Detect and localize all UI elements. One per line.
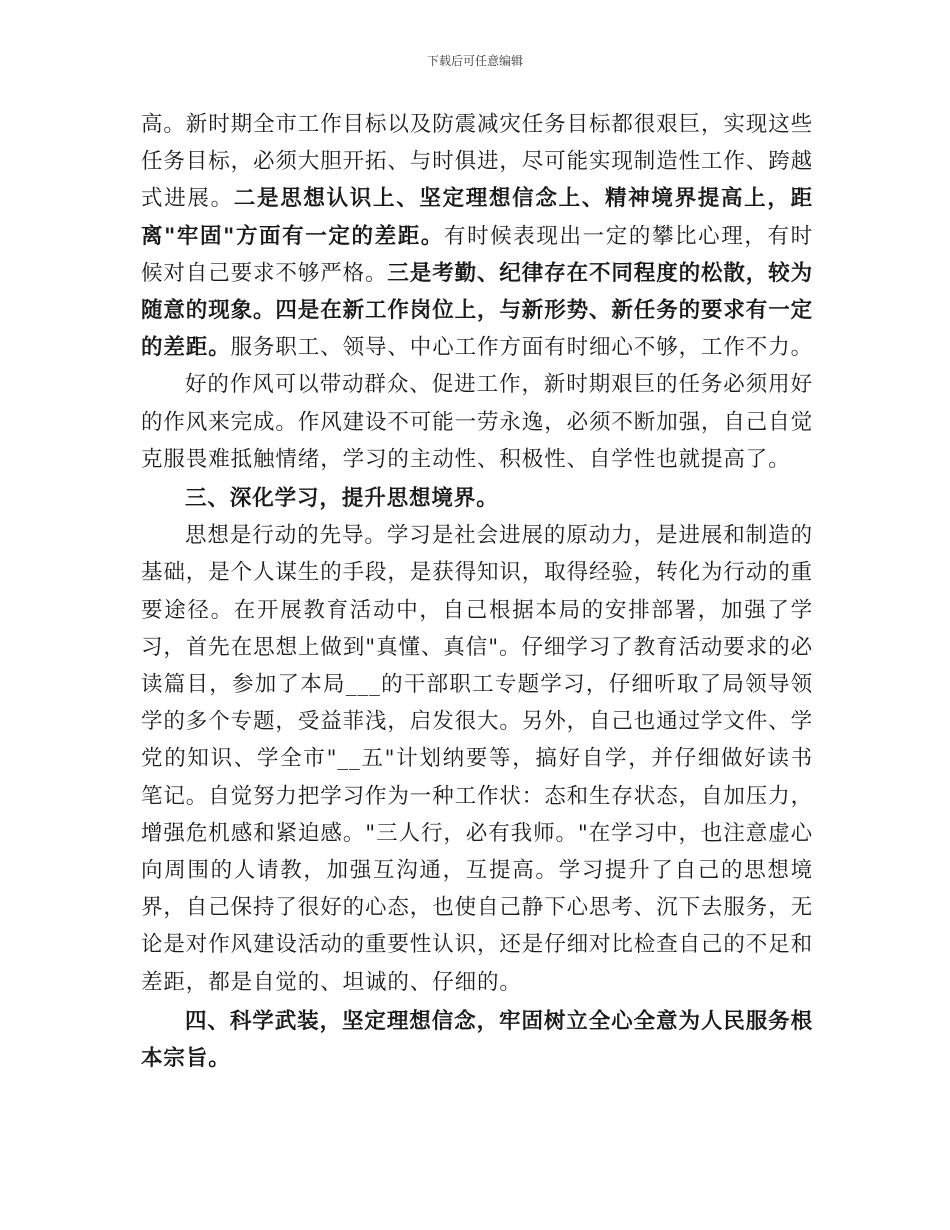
document-body [141, 106, 813, 1077]
paragraph-1 [141, 106, 813, 366]
section-heading-4: 四、科学武装，坚定理想信念，牢固树立全心全意为人民服务根本宗旨。 [141, 1008, 813, 1072]
paragraph-1-text-d: 服务职工、领导、中心工作方面有时细心不够，工作不力。 [230, 335, 814, 361]
page-header: 下载后可任意编辑 [426, 54, 523, 68]
paragraph-1-bold-b2: 三是考勤、纪律存在不同程度的松散，较为随意的现象。四是在新工作岗位上，与新形势、新任务的要求有一定的差距。 [141, 260, 814, 361]
paragraph-1-bold-b1: 二是思想认识上、坚定理想信念上、精神境界提高上，距离"牢固"方面有一定的差距。 [141, 186, 813, 249]
section-heading-3: 三、深化学习，提升思想境界。 [185, 486, 499, 512]
paragraph-3: 思想是行动的先导。学习是社会进展的原动力，是进展和制造的基础，是个人谋生的手段，是获得知识，取得经验，转化为行动的重要途径。在开展教育活动中，自己根据本局的安排部署，加强了学习，首先在思想上做到"真懂、真信"。仔细学习了教育活动要求的必读篇目，参加了本局___的干部职工专题学习，仔细听取了局领导领学的多个专题，受益菲浅，启发很大。另外，自己也通过学文件、学党的知识、学全市"__五"计划纳要等，搞好自学，并仔细做好读书笔记。自觉努力把学习作为一种工作状：态和生存状态，自加压力，增强危机感和紧迫感。"三人行，必有我师。"在学习中，也注意虚心向周围的人请教，加强互沟通，互提高。学习提升了自己的思想境界，自己保持了很好的心态，也使自己静下心思考、沉下去服务，无论是对作风建设活动的重要性认识，还是仔细对比检查自己的不足和差距，都是自觉的、坦诚的、仔细的。 [141, 523, 814, 995]
paragraph-1-text-c: 有时候表现出一定的攀比心理，有时候对自己要求不够严格。 [141, 223, 813, 286]
paragraph-1-text-a: 高。新时期全市工作目标以及防震减灾任务目标都很艰巨，实现这些任务目标，必须大胆开拓、与时俱进，尽可能实现制造性工作、跨越式进展。 [141, 112, 814, 212]
paragraph-2: 好的作风可以带动群众、促进工作，新时期艰巨的任务必须用好的作风来完成。作风建设不可能一劳永逸，必须不断加强，自己自觉克服畏难抵触情绪，学习的主动性、积极性、自学性也就提高了。 [141, 372, 814, 472]
